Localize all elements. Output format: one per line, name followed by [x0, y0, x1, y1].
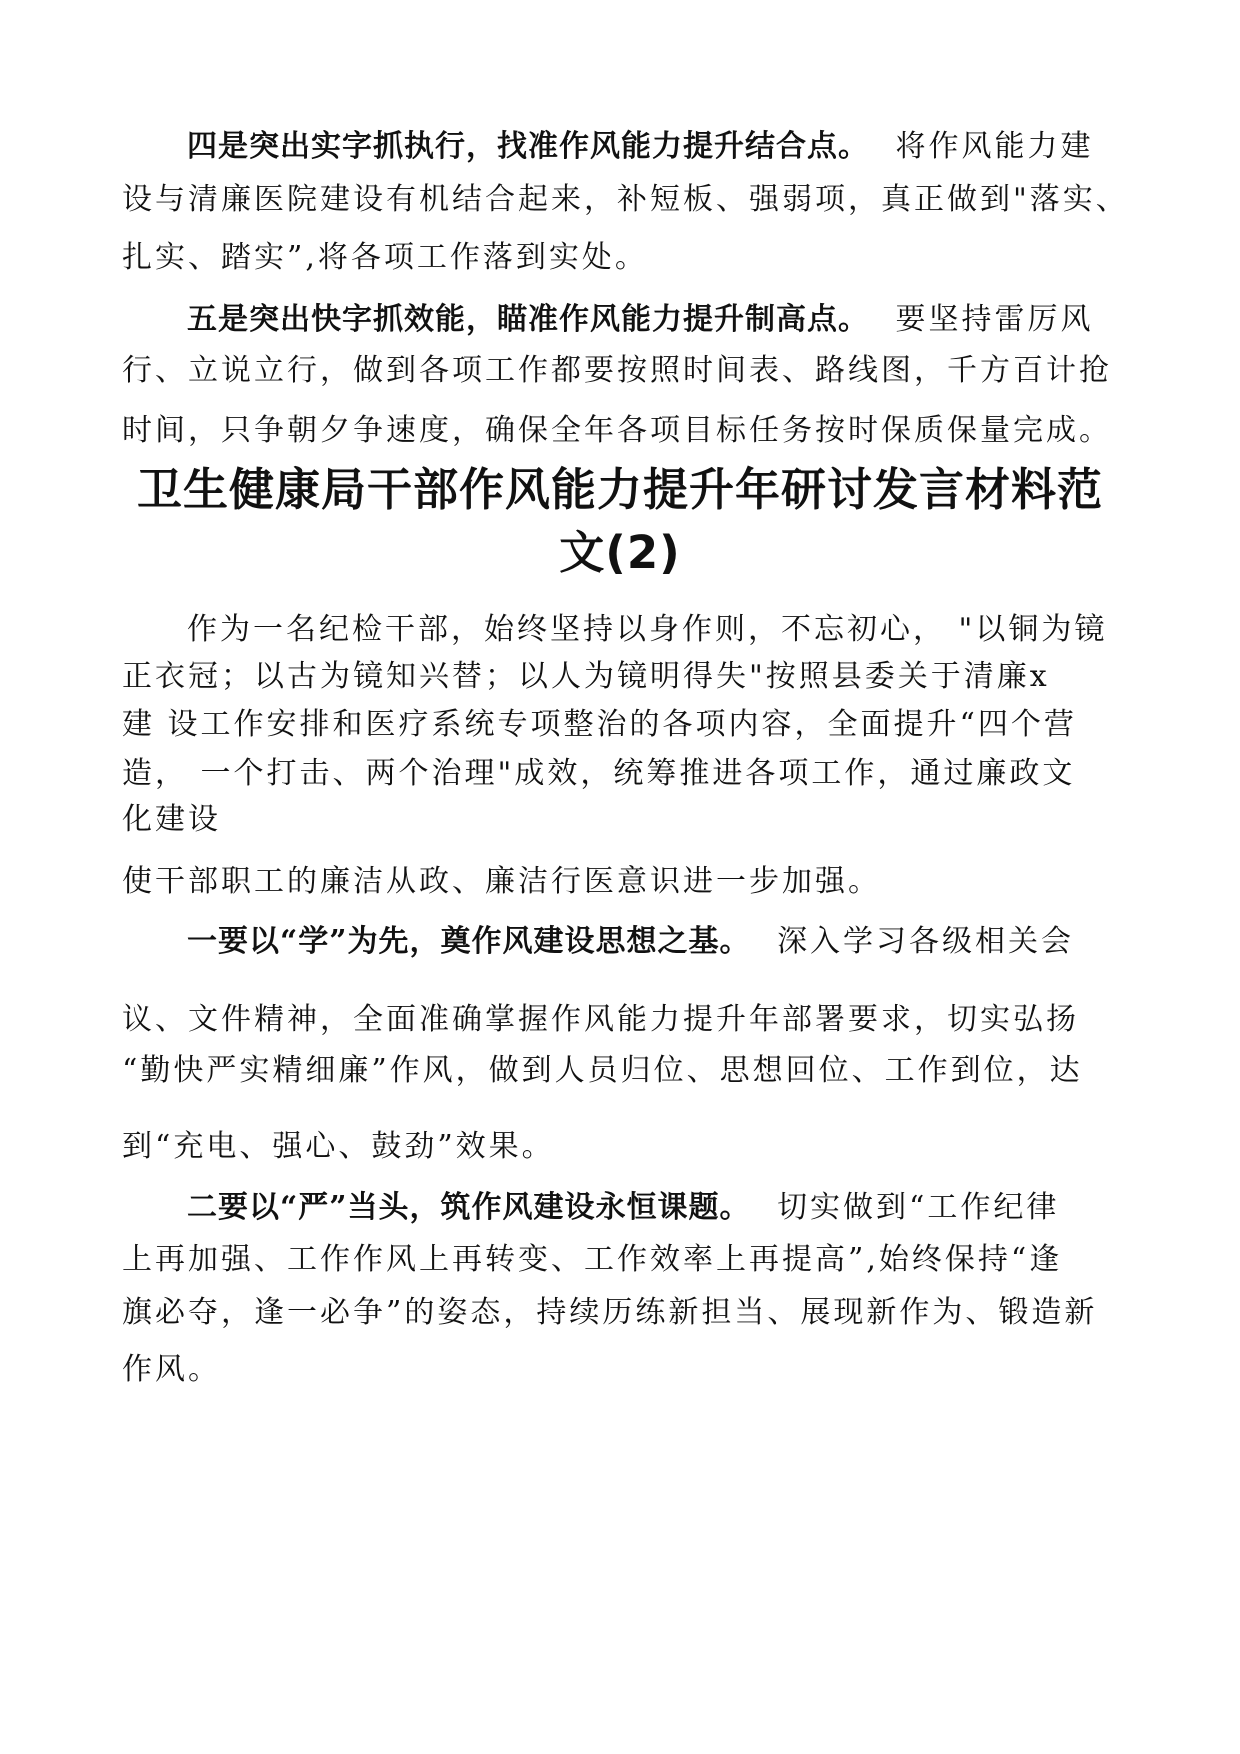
point-one-line-4: 到“充电、强心、鼓劲”效果。 — [122, 1129, 555, 1164]
intro-line-2: 正衣冠；以古为镜知兴替；以人为镜明得失"按照县委关于清廉x — [122, 659, 1050, 694]
intro-line-4: 造， 一个打击、两个治理"成效，统筹推进各项工作，通过廉政文 — [122, 756, 1076, 791]
section-five-lead: 五是突出快字抓效能，瞄准作风能力提升制高点。 — [187, 302, 869, 337]
intro-line-1: 作为一名纪检干部，始终坚持以身作则，不忘初心， "以铜为镜 — [187, 612, 1108, 647]
section-five-line-2: 行、立说立行，做到各项工作都要按照时间表、路线图，千方百计抢 — [122, 353, 1112, 388]
point-two-line-2: 上再加强、工作作风上再转变、工作效率上再提高”,始终保持“逢 — [122, 1242, 1063, 1277]
section-five-line-1 — [187, 300, 1197, 340]
section-four-lead: 四是突出实字抓执行，找准作风能力提升结合点。 — [187, 129, 869, 164]
point-one-line-2: 议、文件精神，全面准确掌握作风能力提升年部署要求，切实弘扬 — [122, 1002, 1079, 1037]
point-two-text: 切实做到“工作纪律 — [777, 1190, 1060, 1225]
intro-line-5: 化建设 — [122, 802, 221, 837]
point-two-line-1 — [187, 1188, 1197, 1228]
section-four-line-3: 扎实、踏实”,将各项工作落到实处。 — [122, 240, 648, 275]
section-five-line-3: 时间，只争朝夕争速度，确保全年各项目标任务按时保质保量完成。 — [122, 413, 1112, 448]
point-two-line-4: 作风。 — [122, 1352, 221, 1387]
point-one-line-1 — [187, 922, 1197, 962]
section-four-line-2: 设与清廉医院建设有机结合起来，补短板、强弱项，真正做到"落实、 — [122, 182, 1129, 217]
section-five-text: 要坚持雷厉风 — [895, 302, 1094, 337]
article-title-line-2: 文(2) — [559, 526, 681, 579]
point-two-line-3: 旗必夺，逢一必争”的姿态，持续历练新担当、展现新作为、锻造新 — [122, 1295, 1098, 1330]
intro-line-3: 建 设工作安排和医疗系统专项整治的各项内容，全面提升“四个营 — [122, 707, 1077, 742]
article-title-line-1: 卫生健康局干部作风能力提升年研讨发言材料范 — [136, 463, 1103, 516]
point-one-line-3: “勤快严实精细廉”作风，做到人员归位、思想回位、工作到位，达 — [122, 1053, 1083, 1088]
section-four-text: 将作风能力建 — [895, 129, 1094, 164]
section-four-line-1 — [187, 127, 1197, 167]
point-one-lead: 一要以“学”为先，奠作风建设思想之基。 — [187, 924, 751, 959]
intro-line-6: 使干部职工的廉洁从政、廉洁行医意识进一步加强。 — [122, 864, 881, 899]
point-two-lead: 二要以“严”当头，筑作风建设永恒课题。 — [187, 1190, 751, 1225]
point-one-text: 深入学习各级相关会 — [777, 924, 1075, 959]
